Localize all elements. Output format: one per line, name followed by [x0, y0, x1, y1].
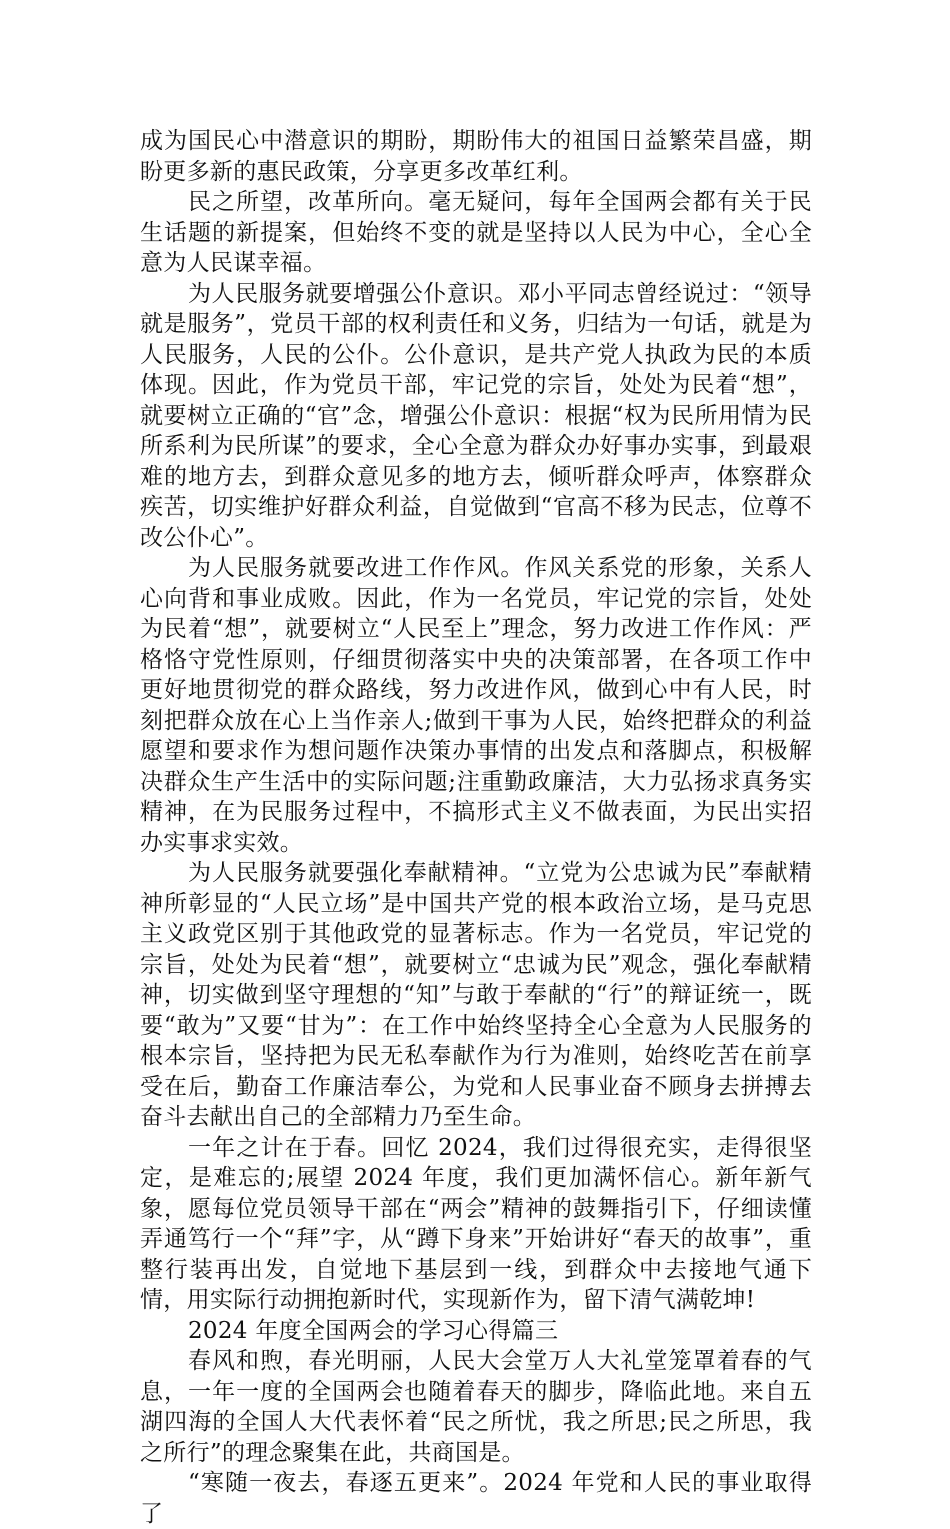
paragraph-7: 春风和煦，春光明丽，人民大会堂万人大礼堂笼罩着春的气息，一年一度的全国两会也随着春天的脚步，降临此地。来自五湖四海的全国人大代表怀着“民之所忧，我之所思;民之所思，我之所行”的理念聚集在此，共商国是。 [140, 1348, 812, 1466]
paragraph-1: 成为国民心中潜意识的期盼，期盼伟大的祖国日益繁荣昌盛，期盼更多新的惠民政策，分享更多改革红利。 [140, 128, 812, 185]
paragraph-5: 为人民服务就要强化奉献精神。“立党为公忠诚为民”奉献精神所彰显的“人民立场”是中国共产党的根本政治立场，是马克思主义政党区别于其他政党的显著标志。作为一名党员，牢记党的宗旨，处处为民着“想”，就要树立“忠诚为民”观念，强化奉献精神，切实做到坚守理想的“知”与敢于奉献的“行”的辩证统一，既要“敢为”又要“甘为”：在工作中始终坚持全心全意为人民服务的根本宗旨，坚持把为民无私奉献作为行为准则，始终吃苦在前享受在后，勤奋工作廉洁奉公，为党和人民事业奋不顾身去拼搏去奋斗去献出自己的全部精力乃至生命。 [140, 860, 812, 1130]
paragraph-4: 为人民服务就要改进工作作风。作风关系党的形象，关系人心向背和事业成败。因此，作为一名党员，牢记党的宗旨，处处为民着“想”，就要树立“人民至上”理念，努力改进工作作风：严格恪守党性原则，仔细贯彻落实中央的决策部署，在各项工作中更好地贯彻党的群众路线，努力改进作风，做到心中有人民，时刻把群众放在心上当作亲人;做到干事为人民，始终把群众的利益愿望和要求作为想问题作决策办事情的出发点和落脚点，积极解决群众生产生活中的实际问题;注重勤政廉洁，大力弘扬求真务实精神，在为民服务过程中，不搞形式主义不做表面，为民出实招办实事求实效。 [140, 555, 812, 856]
paragraph-3: 为人民服务就要增强公仆意识。邓小平同志曾经说过：“领导就是服务”，党员干部的权利责任和义务，归结为一句话，就是为人民服务，人民的公仆。公仆意识，是共产党人执政为民的本质体现。因此，作为党员干部，牢记党的宗旨，处处为民着“想”，就要树立正确的“官”念，增强公仆意识：根据“权为民所用情为民所系利为民所谋”的要求，全心全意为群众办好事办实事，到最艰难的地方去，到群众意见多的地方去，倾听群众呼声，体察群众疾苦，切实维护好群众利益，自觉做到“官高不移为民志，位尊不改公仆心”。 [140, 280, 812, 551]
paragraph-2: 民之所望，改革所向。毫无疑问，每年全国两会都有关于民生话题的新提案，但始终不变的就是坚持以人民为中心，全心全意为人民谋幸福。 [140, 189, 812, 276]
paragraph-8: “寒随一夜去，春逐五更来”。2024 年党和人民的事业取得了 [140, 1470, 812, 1527]
section-heading: 2024 年度全国两会的学习心得篇三 [188, 1317, 559, 1344]
paragraph-6: 一年之计在于春。回忆 2024，我们过得很充实，走得很坚定，是难忘的;展望 2024 年度，我们更加满怀信心。新年新气象，愿每位党员领导干部在“两会”精神的鼓舞指引下，仔细读懂弄通笃行一个“拜”字，从“蹲下身来”开始讲好“春天的故事”，重整行装再出发，自觉地下基层到一线，到群众中去接地气通下情，用实际行动拥抱新时代，实现新作为，留下清气满乾坤! [140, 1134, 812, 1313]
